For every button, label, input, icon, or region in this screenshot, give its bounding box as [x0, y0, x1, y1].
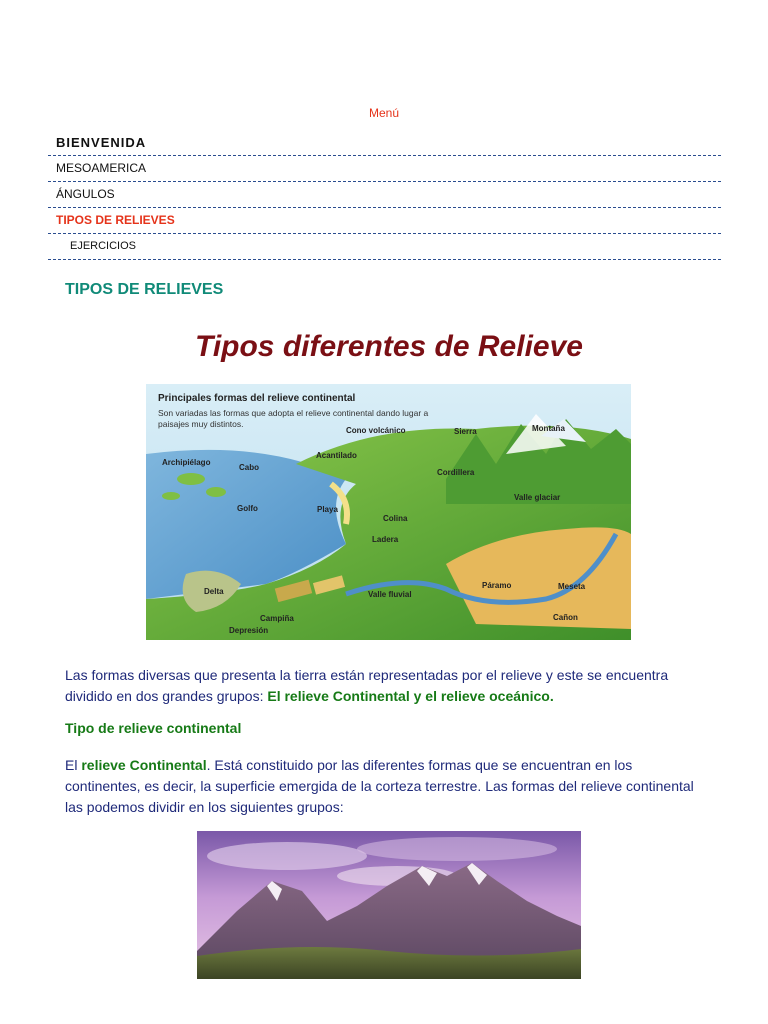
label-canon: Cañon [553, 613, 578, 622]
label-cono-volcanico: Cono volcánico [346, 426, 406, 435]
continental-text: . Está constituido por las diferentes formas que se encuentran en los continentes, es decir, la superficie emergida de la corteza terrestre. Las formas del relieve continental las podemos dividir en los siguientes grupos: [65, 757, 694, 815]
label-valle-fluvial: Valle fluvial [368, 590, 412, 599]
label-paramo: Páramo [482, 581, 512, 590]
relief-diagram-image [146, 384, 631, 640]
label-meseta: Meseta [558, 582, 586, 591]
label-campina: Campiña [260, 614, 294, 623]
mountain-photo-illustration [197, 831, 581, 979]
label-cabo: Cabo [239, 463, 259, 472]
continental-prefix: El [65, 757, 82, 773]
label-playa: Playa [317, 505, 338, 514]
section-title: TIPOS DE RELIEVES [65, 281, 224, 298]
nav-item-bienvenida[interactable]: BIENVENIDA [48, 130, 721, 156]
continental-highlight: relieve Continental [81, 757, 207, 773]
label-sierra: Sierra [454, 427, 477, 436]
nav-item-mesoamerica[interactable]: MESOAMERICA [48, 156, 721, 182]
label-valle-glaciar: Valle glaciar [514, 493, 561, 502]
nav-item-angulos[interactable]: ÁNGULOS [48, 182, 721, 208]
label-acantilado: Acantilado [316, 451, 357, 460]
label-colina: Colina [383, 514, 408, 523]
label-depresion: Depresión [229, 626, 269, 635]
label-golfo: Golfo [237, 504, 258, 513]
diagram-subheading: Son variadas las formas que adopta el relieve continental dando lugar a paisajes muy distintos. [158, 408, 429, 429]
label-montana: Montaña [532, 424, 565, 433]
label-delta: Delta [204, 587, 224, 596]
intro-text: Las formas diversas que presenta la tierra están representadas por el relieve y este se encuentra dividido en dos grandes grupos: [65, 667, 669, 704]
label-ladera: Ladera [372, 535, 399, 544]
nav-item-ejercicios[interactable]: EJERCICIOS [48, 234, 721, 260]
continental-paragraph [65, 755, 705, 818]
subheading-relieve-continental: Tipo de relieve continental [65, 720, 242, 736]
nav-menu [48, 130, 721, 260]
nav-item-tipos-de-relieves[interactable]: TIPOS DE RELIEVES [48, 208, 721, 234]
mountain-photo [197, 831, 581, 979]
page-title: Tipos diferentes de Relieve [195, 330, 583, 363]
diagram-heading: Principales formas del relieve continental [158, 393, 356, 404]
intro-paragraph [65, 665, 705, 707]
label-cordillera: Cordillera [437, 468, 475, 477]
label-archipielago: Archipiélago [162, 458, 211, 467]
menu-label[interactable]: Menú [368, 106, 400, 120]
intro-highlight: El relieve Continental y el relieve oceánico. [267, 688, 554, 704]
